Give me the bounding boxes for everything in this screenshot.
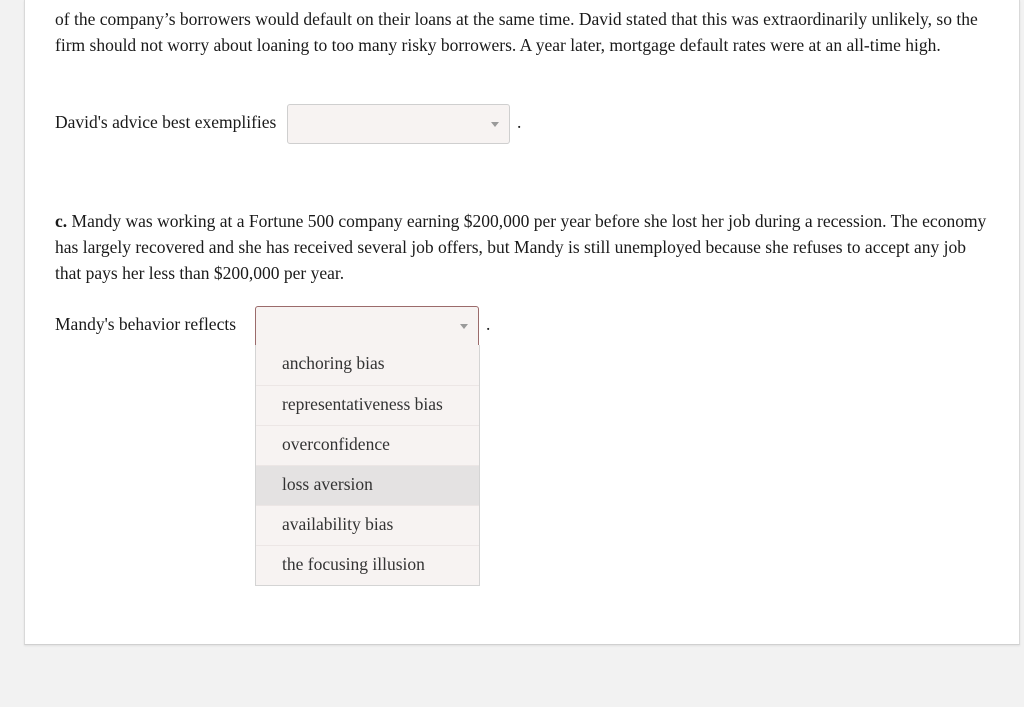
dropdown-option[interactable]: representativeness bias xyxy=(256,385,479,425)
dropdown-option-hovered[interactable]: loss aversion xyxy=(256,465,479,505)
question-card xyxy=(24,0,1020,645)
question-b-prompt: David's advice best exemplifies xyxy=(55,112,277,132)
question-b-dropdown[interactable] xyxy=(287,104,510,144)
question-c-dropdown[interactable] xyxy=(255,306,479,346)
question-c-label: c. xyxy=(55,211,68,231)
dropdown-option[interactable]: availability bias xyxy=(256,505,479,545)
question-c-text xyxy=(55,208,995,286)
dropdown-option[interactable]: the focusing illusion xyxy=(256,545,479,585)
dropdown-option[interactable]: anchoring bias xyxy=(282,353,385,373)
question-c-prompt: Mandy's behavior reflects xyxy=(55,314,237,334)
question-b-text: of the company’s borrowers would default on their loans at the same time. David stated that this was extraordinarily unlikely, so the firm should not worry about loaning to too many risky borrowers. A year later, mortgage default rates were at an all-time high. xyxy=(55,9,978,55)
dropdown-option[interactable]: overconfidence xyxy=(256,425,479,465)
question-c-options-list xyxy=(255,345,480,586)
question-c-period: . xyxy=(486,314,491,334)
chevron-down-icon xyxy=(491,122,499,127)
chevron-down-icon xyxy=(460,324,468,329)
question-b-period: . xyxy=(517,112,522,132)
question-c-body: Mandy was working at a Fortune 500 company earning $200,000 per year before she lost her job during a recession. The economy has largely recovered and she has received several job offers, but Mandy is still unemployed because she refuses to accept any job that pays her less than $200,000 per year. xyxy=(55,211,987,283)
